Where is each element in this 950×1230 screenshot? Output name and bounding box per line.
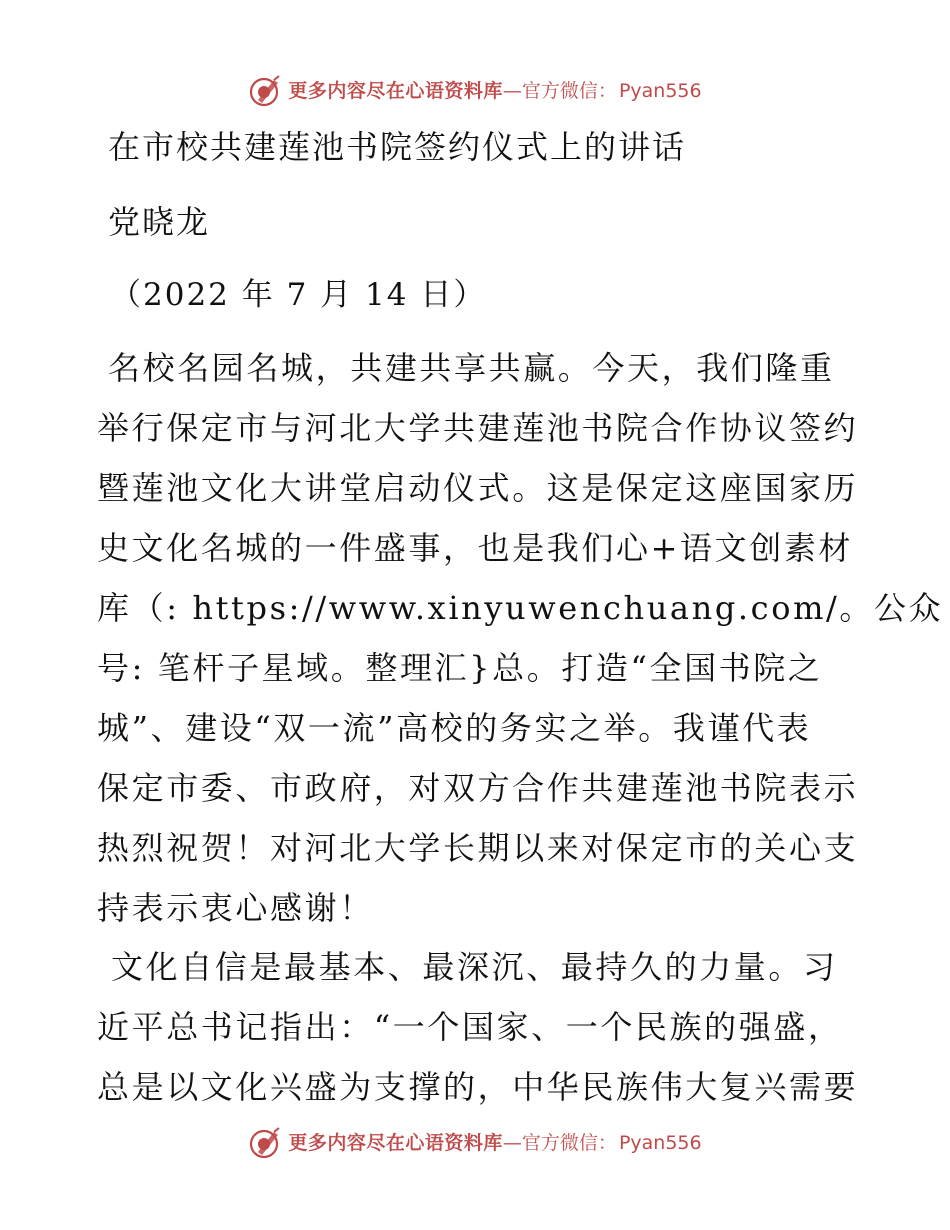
paragraph-line: 号: 笔杆子星域。整理汇}总。打造“全国书院之 — [97, 649, 823, 687]
pen-logo-icon — [248, 1126, 282, 1160]
document-date: （2022 年 7 月 14 日） — [110, 277, 487, 313]
paragraph-line: 库（: https://www.xinyuwenchuang.com/。公众 — [97, 589, 944, 627]
banner-slogan: 更多内容尽在心语资料库 — [288, 1132, 503, 1154]
paragraph-line: 保定市委、市政府，对双方合作共建莲池书院表示 — [97, 769, 859, 807]
banner-wechat-handle: Pyan556 — [618, 1132, 702, 1154]
paragraph-line: 城”、建设“双一流”高校的务实之举。我谨代表 — [97, 709, 812, 747]
pen-logo-icon — [248, 74, 282, 108]
banner-official-label: —官方微信： — [502, 1132, 617, 1154]
paragraph-line: 史文化名城的一件盛事，也是我们心+语文创素材 — [97, 529, 854, 567]
paragraph-line: 举行保定市与河北大学共建莲池书院合作协议签约 — [97, 409, 859, 447]
paragraph-line: 暨莲池文化大讲堂启动仪式。这是保定这座国家历 — [97, 469, 859, 507]
banner-official-label: —官方微信： — [502, 80, 617, 102]
paragraph-line: 名校名园名城，共建共享共赢。今天，我们隆重 — [108, 349, 835, 387]
paragraph-line: 近平总书记指出：“一个国家、一个民族的强盛， — [97, 1008, 843, 1046]
banner-slogan: 更多内容尽在心语资料库 — [288, 80, 503, 102]
paragraph-line: 热烈祝贺！对河北大学长期以来对保定市的关心支 — [97, 829, 859, 867]
paragraph-2 — [97, 937, 867, 1117]
header-banner — [0, 74, 950, 108]
footer-banner — [0, 1126, 950, 1160]
paragraph-line: 总是以文化兴盛为支撑的，中华民族伟大复兴需要 — [97, 1068, 859, 1106]
paragraph-line: 持表示衷心感谢！ — [97, 889, 374, 927]
banner-wechat-handle: Pyan556 — [618, 80, 702, 102]
document-title: 在市校共建莲池书院签约仪式上的讲话 — [108, 128, 687, 166]
paragraph-line: 文化自信是最基本、最深沉、最持久的力量。习 — [111, 948, 838, 986]
document-author: 党晓龙 — [108, 203, 211, 241]
paragraph-1 — [97, 338, 944, 938]
